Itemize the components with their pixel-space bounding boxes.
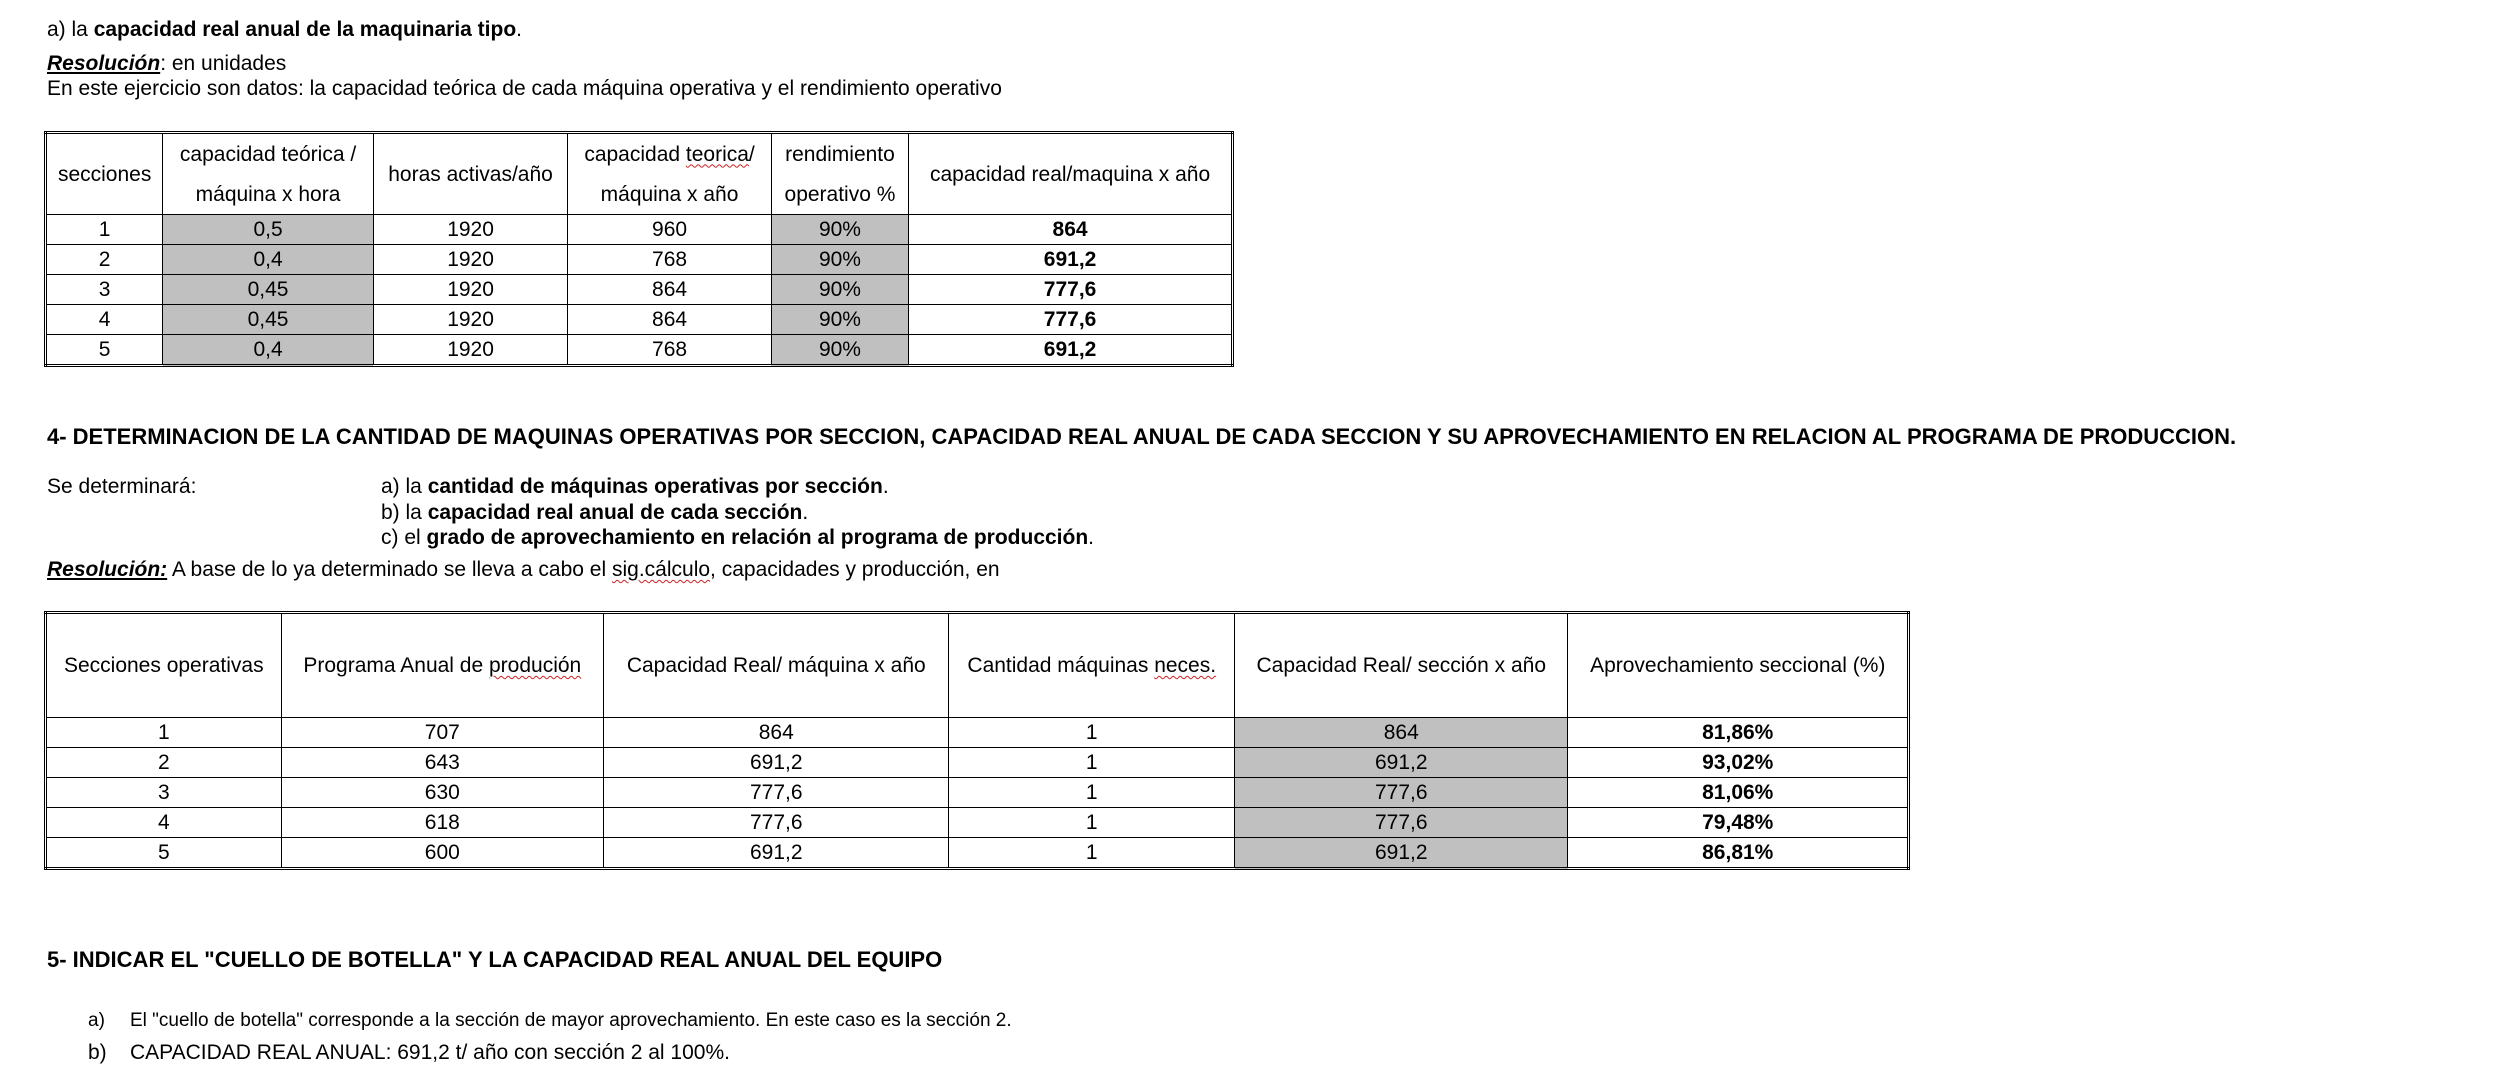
header-rendimiento: rendimiento [771,133,908,175]
header-capacidad-real-seccion: Capacidad Real/ sección x año [1235,613,1568,718]
objective-item-a: a) la cantidad de máquinas operativas por sección. [381,475,889,498]
table-row: 1 0,5 1920 960 90% 864 [46,215,1233,245]
header-programa-anual: Programa Anual de produción [281,613,603,718]
machine-capacity-table: secciones capacidad teórica / horas activas/año capacidad teorica/ rendimiento capacidad real/maquina x año máquina x hora máquina x año operativo % 1 0,5 1920 960 90% 864 2 0,4 1920 768 90% 691,2 3 0,45 1920 864 90% 777,6 4 0,45 1920 864 90% 777,6 5 0,4 1920 768 90% 691,2 [44,131,1234,367]
header-cantidad-maquinas: Cantidad máquinas neces. [949,613,1235,718]
table-row: 4 0,45 1920 864 90% 777,6 [46,305,1233,335]
table-row: 2 0,4 1920 768 90% 691,2 [46,245,1233,275]
table-row: 1 707 864 1 864 81,86% [46,718,1909,748]
resolution-label: Resolución: [47,558,168,581]
table-row: 4 618 777,6 1 777,6 79,48% [46,808,1909,838]
se-determinara-label: Se determinará: [47,475,197,498]
header-aprovechamiento: Aprovechamiento seccional (%) [1568,613,1909,718]
table-row: 5 0,4 1920 768 90% 691,2 [46,335,1233,366]
intro-bold: capacidad real anual de la maquinaria tipo [93,18,517,41]
table-row: 2 643 691,2 1 691,2 93,02% [46,748,1909,778]
section-utilization-table [44,611,1910,870]
header-capacidad-real-maquina: Capacidad Real/ máquina x año [604,613,949,718]
header-secciones-operativas: Secciones operativas [46,613,282,718]
header-capacidad-teorica-anual: capacidad teorica/ [568,133,772,175]
section-5-heading: 5- INDICAR EL "CUELLO DE BOTELLA" Y LA CAPACIDAD REAL ANUAL DEL EQUIPO [47,947,943,972]
header-capacidad-teorica: capacidad teórica / [163,133,374,175]
header-secciones: secciones [46,133,163,215]
table-row: 5 600 691,2 1 691,2 86,81% [46,838,1909,869]
list-marker-a: a) [88,1010,105,1031]
header-horas-activas: horas activas/año [373,133,567,215]
objective-item-c: c) el grado de aprovechamiento en relación al programa de producción. [381,526,1095,549]
objective-item-b: b) la capacidad real anual de cada sección. [381,501,809,524]
table-header-row [46,613,1909,718]
table-row: 3 630 777,6 1 777,6 81,06% [46,778,1909,808]
bottleneck-text: El "cuello de botella" corresponde a la sección de mayor aprovechamiento. En este caso es la sección 2. [130,1010,1012,1031]
resolution-line-1: Resolución: en unidades [47,52,287,75]
resolution-label: Resolución [47,52,161,75]
data-description: En este ejercicio son datos: la capacidad teórica de cada máquina operativa y el rendimiento operativo [47,77,1002,100]
table-header-row [46,133,1233,175]
annual-capacity-text: CAPACIDAD REAL ANUAL: 691,2 t/ año con sección 2 al 100%. [130,1041,730,1064]
intro-line: a) la capacidad real anual de la maquinaria tipo. [47,18,523,41]
header-capacidad-real: capacidad real/maquina x año [909,133,1233,215]
section-4-heading: 4- DETERMINACION DE LA CANTIDAD DE MAQUINAS OPERATIVAS POR SECCION, CAPACIDAD REAL ANUAL DE CADA SECCION Y SU APROVECHAMIENTO EN RELACION AL PROGRAMA DE PRODUCCION. [47,424,2237,449]
table-row: 3 0,45 1920 864 90% 777,6 [46,275,1233,305]
resolution-line-2: Resolución: A base de lo ya determinado se lleva a cabo el sig.cálculo, capacidades y producción, en [47,558,1000,581]
list-marker-b: b) [88,1041,107,1064]
